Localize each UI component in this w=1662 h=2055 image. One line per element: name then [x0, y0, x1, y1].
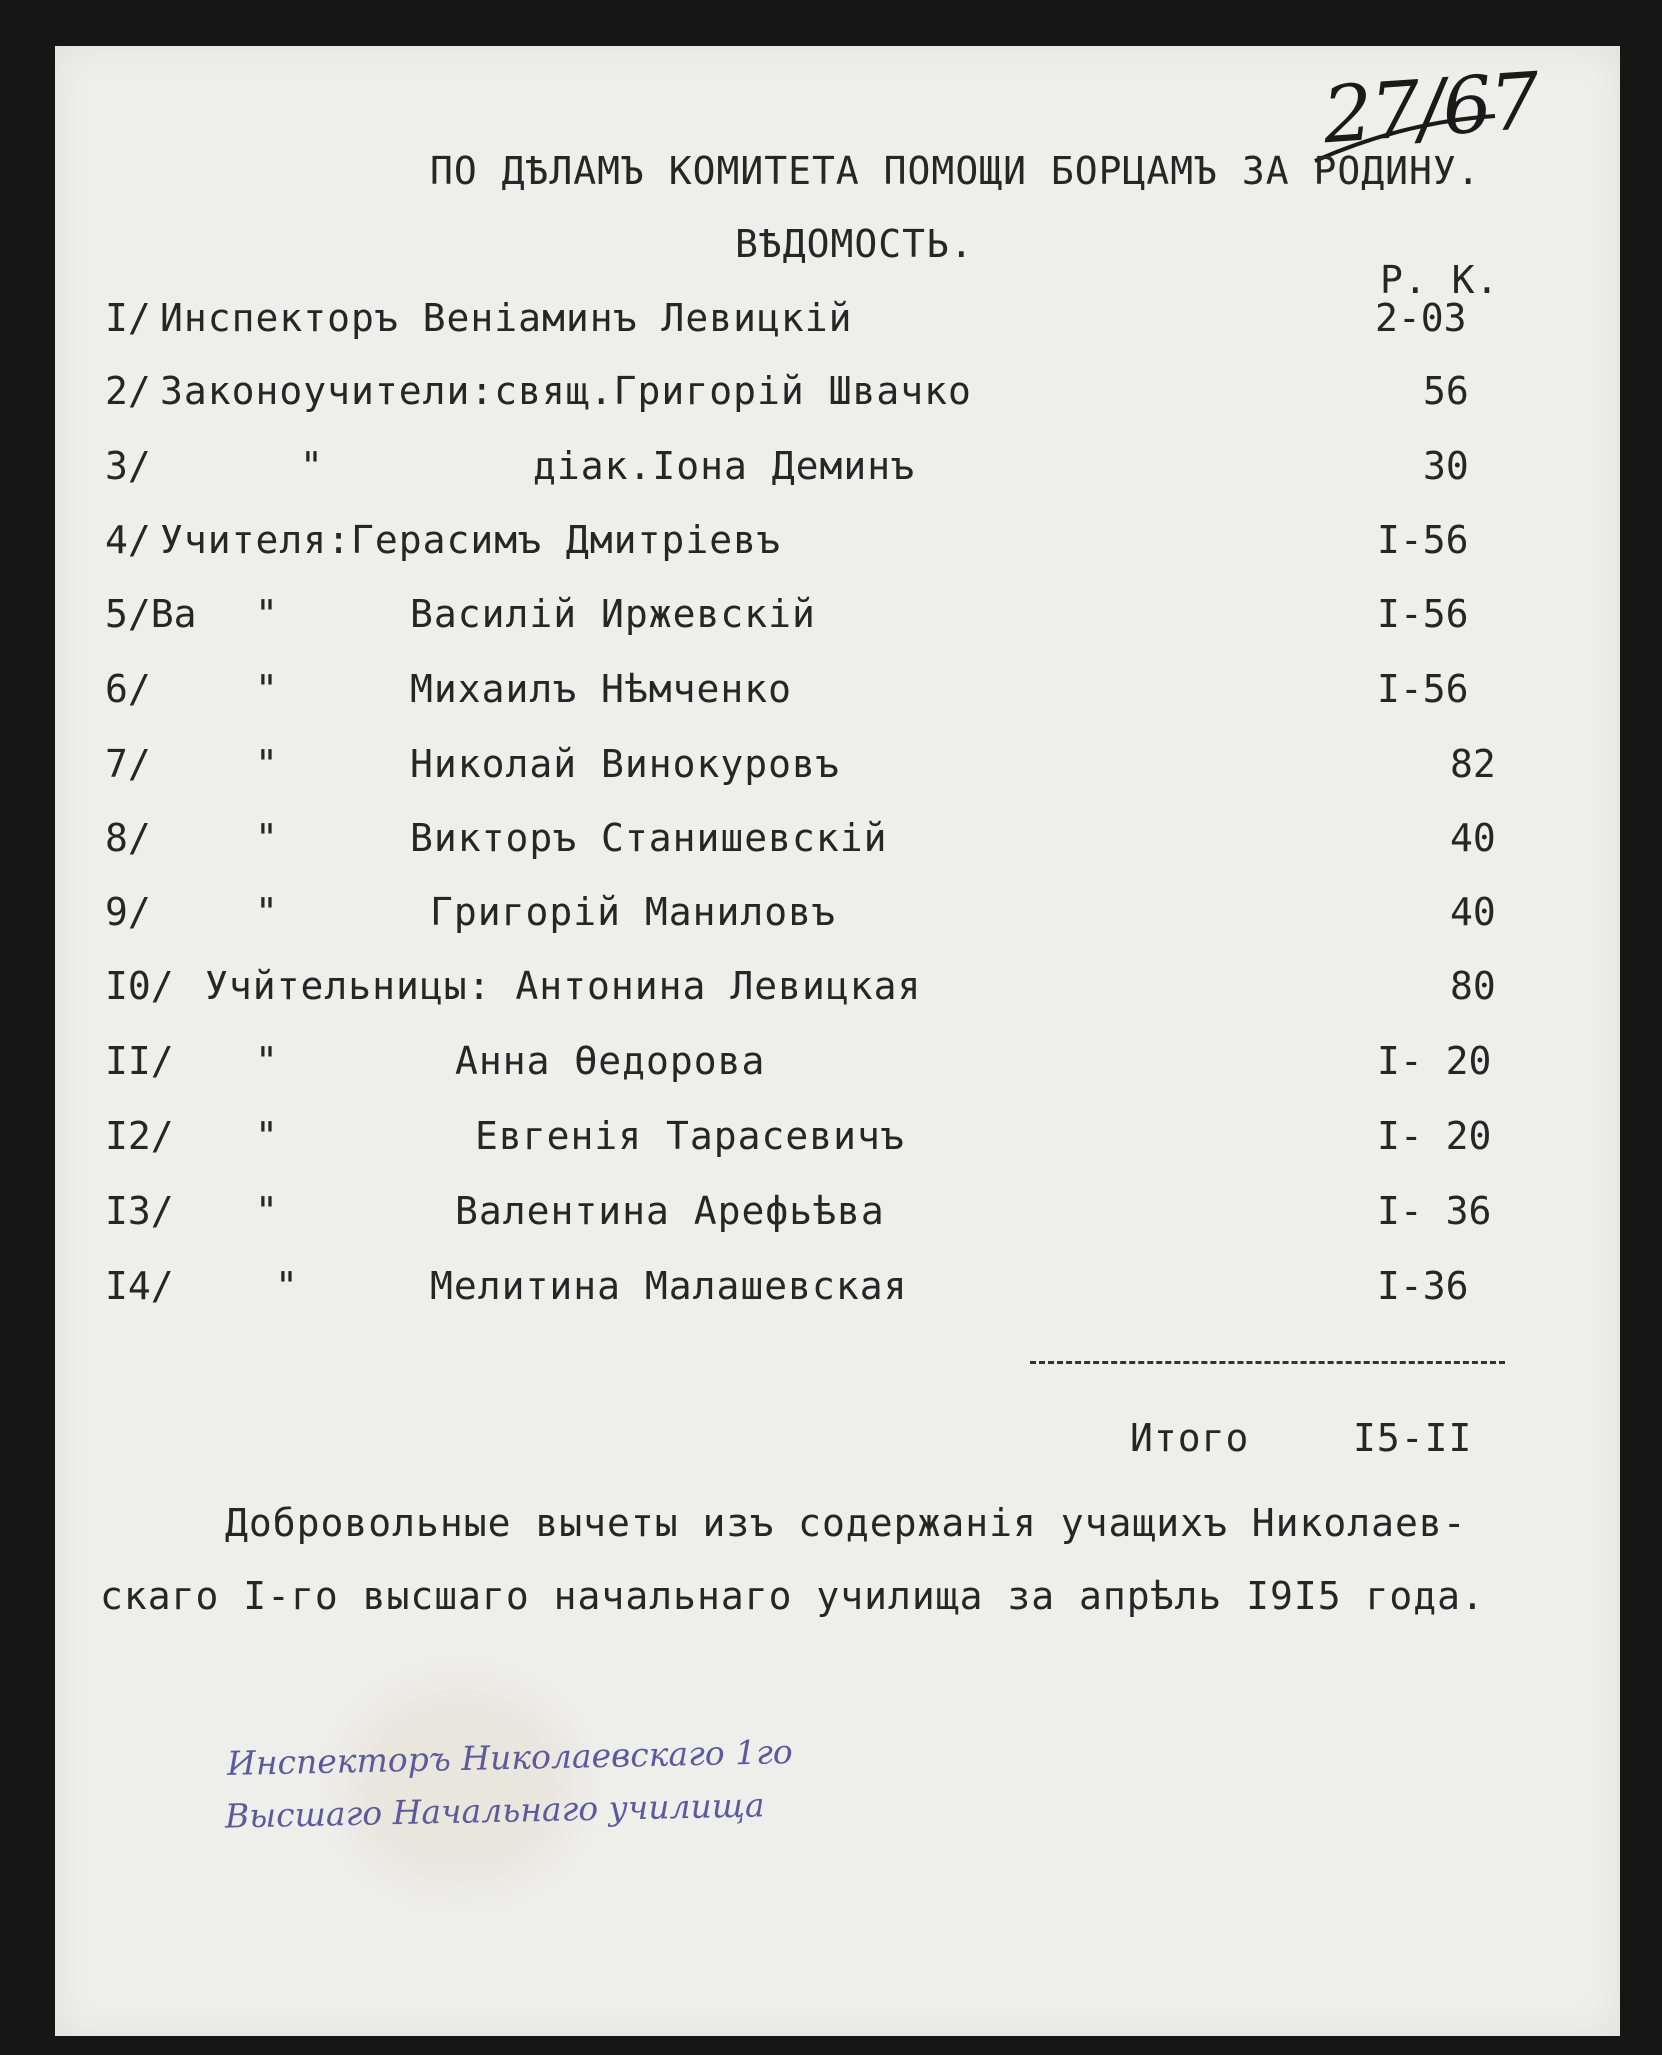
archive-number-handwritten: 27/67 [1320, 56, 1541, 162]
stamp-line-2: Высшаго Начальнаго училища [224, 1785, 765, 1836]
row-name: Законоучители:свящ.Григорій Швачко [160, 369, 972, 413]
row-number: 3/ [105, 444, 151, 488]
ditto-mark: " [300, 444, 324, 488]
row-name: Василій Иржевскій [410, 592, 816, 636]
row-name: Михаилъ Нѣмченко [410, 667, 793, 711]
ditto-mark: " [255, 1039, 279, 1083]
row-number: I4/ [105, 1264, 174, 1308]
row-name: Евгенія Тарасевичъ [475, 1114, 905, 1158]
row-name: Николай Винокуровъ [410, 742, 840, 786]
row-number: I0/ [105, 964, 174, 1008]
row-name: Анна Өедорова [455, 1039, 766, 1083]
row-number: I2/ [105, 1114, 174, 1158]
row-number: 7/ [105, 742, 151, 786]
total-label: Итого [1130, 1416, 1250, 1460]
row-number: I/ [105, 296, 151, 340]
document-subtitle: ВѢДОМОСТЬ. [735, 222, 974, 266]
note-line-2: скаго I-го высшаго начальнаго училища за апрѣль I9I5 года. [100, 1574, 1485, 1618]
row-amount: 2-03 [1375, 296, 1467, 340]
document-title: ПО ДѢЛАМЪ КОМИТЕТА ПОМОЩИ БОРЦАМЪ ЗА РОДИНУ. [430, 149, 1481, 193]
row-amount: I-56 [1377, 667, 1469, 711]
row-number: 6/ [105, 667, 151, 711]
row-number: 5/Ва [105, 592, 197, 636]
row-amount: 40 [1450, 816, 1496, 860]
row-number: 8/ [105, 816, 151, 860]
stamp-line-1: Инспекторъ Николаевскаго 1го [226, 1732, 794, 1783]
row-name: Учителя:Герасимъ Дмитріевъ [160, 518, 781, 562]
currency-column-header: Р. К. [1380, 258, 1500, 302]
row-amount: 82 [1450, 742, 1496, 786]
ditto-mark: " [255, 667, 279, 711]
row-name: Викторъ Станишевскій [410, 816, 888, 860]
total-separator [1030, 1361, 1505, 1364]
row-number: II/ [105, 1039, 174, 1083]
row-amount: I-36 [1377, 1264, 1469, 1308]
ditto-mark: " [275, 1264, 299, 1308]
row-amount: I- 20 [1377, 1039, 1492, 1083]
row-amount: 80 [1450, 964, 1496, 1008]
row-name: діак.Іона Деминъ [533, 444, 916, 488]
ditto-mark: " [255, 592, 279, 636]
row-amount: I-56 [1377, 592, 1469, 636]
ditto-mark: " [255, 816, 279, 860]
row-number: 9/ [105, 890, 151, 934]
row-number: 2/ [105, 369, 151, 413]
row-amount: 30 [1423, 444, 1469, 488]
note-line-1: Добровольные вычеты изъ содержанія учащихъ Николаев- [225, 1501, 1467, 1545]
row-name: Григорій Маниловъ [430, 890, 836, 934]
ditto-mark: " [255, 1114, 279, 1158]
row-name: Мелитина Малашевская [430, 1264, 908, 1308]
ditto-mark: " [255, 890, 279, 934]
document-page [55, 46, 1620, 2036]
row-amount: I- 36 [1377, 1189, 1492, 1233]
row-amount: I- 20 [1377, 1114, 1492, 1158]
row-amount: 40 [1450, 890, 1496, 934]
ditto-mark: " [255, 742, 279, 786]
row-number: I3/ [105, 1189, 174, 1233]
row-amount: 56 [1423, 369, 1469, 413]
row-amount: I-56 [1377, 518, 1469, 562]
total-value: I5-II [1353, 1416, 1473, 1460]
row-name: Учйтельницы: Антонина Левицкая [205, 964, 922, 1008]
row-name: Валентина Арефьѣва [455, 1189, 885, 1233]
row-name: Инспекторъ Веніаминъ Левицкій [160, 296, 853, 340]
ditto-mark: " [255, 1189, 279, 1233]
row-number: 4/ [105, 518, 151, 562]
